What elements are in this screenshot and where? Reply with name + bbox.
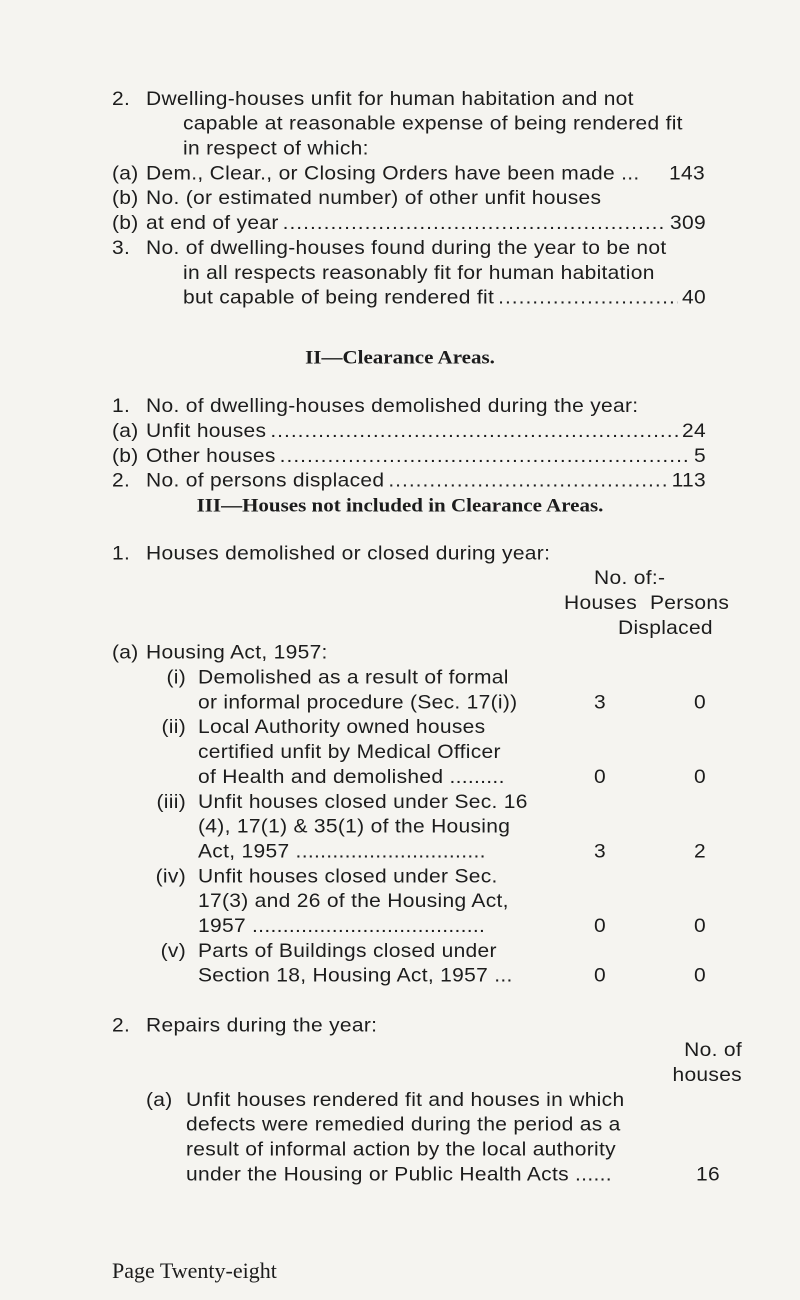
row-text-line: Demolished as a result of formal bbox=[198, 667, 509, 689]
dot-leader-row bbox=[146, 420, 706, 444]
item-marker: 2. bbox=[112, 88, 131, 110]
value-persons: 0 bbox=[694, 915, 706, 937]
item-marker: 2. bbox=[112, 470, 131, 492]
value-houses: 0 bbox=[594, 965, 606, 987]
row-text-line: Local Authority owned houses bbox=[198, 716, 486, 738]
item-marker: 1. bbox=[112, 395, 131, 417]
row-text-line: 1957 ...................................... bbox=[198, 915, 486, 937]
sub-text: Housing Act, 1957: bbox=[146, 642, 328, 664]
row-text-line: or informal procedure (Sec. 17(i)) bbox=[198, 691, 518, 713]
value-persons: 0 bbox=[694, 691, 706, 713]
value-houses: 3 bbox=[594, 840, 606, 863]
repairs-text-line: defects were remedied during the period as a bbox=[186, 1114, 621, 1136]
sub-marker: (b) bbox=[112, 212, 139, 234]
item-marker: 3. bbox=[112, 237, 131, 259]
dot-leader-row bbox=[146, 469, 706, 493]
dot-leader bbox=[283, 212, 666, 236]
row-text: Other houses bbox=[146, 445, 276, 467]
value-houses: 0 bbox=[594, 915, 606, 937]
dot-leader-row bbox=[146, 444, 706, 468]
row-text-line: 17(3) and 26 of the Housing Act, bbox=[198, 890, 509, 912]
row-text-line: Section 18, Housing Act, 1957 ... bbox=[198, 965, 513, 987]
row-text-line: Unfit houses closed under Sec. bbox=[198, 865, 498, 887]
section-heading: III—Houses not included in Clearance Areas. bbox=[196, 494, 604, 517]
item-text: Repairs during the year: bbox=[146, 1014, 378, 1036]
row-marker: (v) bbox=[160, 940, 186, 962]
value-persons: 2 bbox=[694, 840, 706, 863]
sub-marker: (b) bbox=[112, 187, 139, 209]
column-header-houses: Houses bbox=[564, 592, 638, 614]
value-persons: 0 bbox=[694, 766, 706, 788]
row-text-line: (4), 17(1) & 35(1) of the Housing bbox=[198, 816, 511, 838]
row-text-line: Unfit houses closed under Sec. 16 bbox=[198, 791, 528, 813]
value-unfit-houses: 24 bbox=[682, 420, 706, 442]
item-text: Houses demolished or closed during year: bbox=[146, 542, 551, 564]
row-text: No. of persons displaced bbox=[146, 470, 385, 492]
row-marker: (i) bbox=[166, 667, 186, 689]
value-persons-displaced: 113 bbox=[671, 470, 706, 492]
page-footer: Page Twenty-eight bbox=[112, 1258, 277, 1283]
item-text-line: No. of dwelling-houses found during the year to be not bbox=[146, 237, 667, 259]
row-marker: (iii) bbox=[156, 791, 186, 813]
item-text-line: in all respects reasonably fit for human habitation bbox=[183, 262, 655, 284]
row-text: at end of year bbox=[146, 212, 279, 234]
dot-leader bbox=[498, 286, 678, 310]
dot-leader-row bbox=[146, 212, 706, 236]
repairs-text-line: under the Housing or Public Health Acts ...... bbox=[186, 1163, 612, 1185]
row-text: Unfit houses bbox=[146, 420, 267, 442]
row-marker: (iv) bbox=[155, 865, 186, 887]
row-text-line: of Health and demolished ......... bbox=[198, 766, 505, 788]
item-text-line: in respect of which: bbox=[183, 138, 369, 160]
row-text-line: certified unfit by Medical Officer bbox=[198, 741, 501, 763]
value-houses: 0 bbox=[594, 766, 606, 788]
repairs-text-line: result of informal action by the local authority bbox=[186, 1138, 616, 1161]
sub-marker: (b) bbox=[112, 445, 139, 467]
value-persons: 0 bbox=[694, 965, 706, 987]
sub-text: Dem., Clear., or Closing Orders have been made ... bbox=[146, 162, 640, 184]
value-unfit-end-year: 309 bbox=[670, 212, 706, 234]
dot-leader bbox=[270, 420, 678, 444]
row-marker: (ii) bbox=[161, 716, 186, 738]
value-unfit-orders: 143 bbox=[669, 162, 705, 184]
row-text-line: Act, 1957 ............................... bbox=[198, 840, 486, 863]
item-marker: 2. bbox=[112, 1014, 131, 1036]
dot-leader bbox=[388, 469, 667, 493]
row-text-line: Parts of Buildings closed under bbox=[198, 940, 497, 962]
column-header-displaced: Displaced bbox=[618, 617, 713, 639]
column-header-persons: Persons bbox=[650, 592, 730, 614]
sub-marker: (a) bbox=[146, 1089, 173, 1111]
section-heading: II—Clearance Areas. bbox=[305, 345, 495, 368]
sub-marker: (a) bbox=[112, 642, 139, 664]
item-text: No. of dwelling-houses demolished during the year: bbox=[146, 395, 639, 417]
value-other-houses: 5 bbox=[694, 445, 706, 467]
repairs-text-line: Unfit houses rendered fit and houses in which bbox=[186, 1089, 625, 1111]
row-text: but capable of being rendered fit bbox=[183, 287, 495, 309]
sub-marker: (a) bbox=[112, 420, 139, 442]
column-header-no-of: No. of bbox=[684, 1039, 742, 1061]
value-capable-fit: 40 bbox=[682, 287, 706, 309]
dot-leader-row bbox=[183, 286, 706, 310]
value-houses: 3 bbox=[594, 691, 606, 713]
dot-leader bbox=[280, 444, 690, 468]
item-marker: 1. bbox=[112, 542, 131, 564]
item-text-line: capable at reasonable expense of being rendered fit bbox=[183, 113, 683, 135]
column-header-houses: houses bbox=[672, 1064, 742, 1086]
value-repaired-houses: 16 bbox=[696, 1163, 720, 1185]
sub-text: No. (or estimated number) of other unfit houses bbox=[146, 187, 602, 209]
column-header: No. of:- bbox=[594, 567, 666, 589]
item-text-line: Dwelling-houses unfit for human habitation and not bbox=[146, 88, 634, 110]
sub-marker: (a) bbox=[112, 162, 139, 184]
